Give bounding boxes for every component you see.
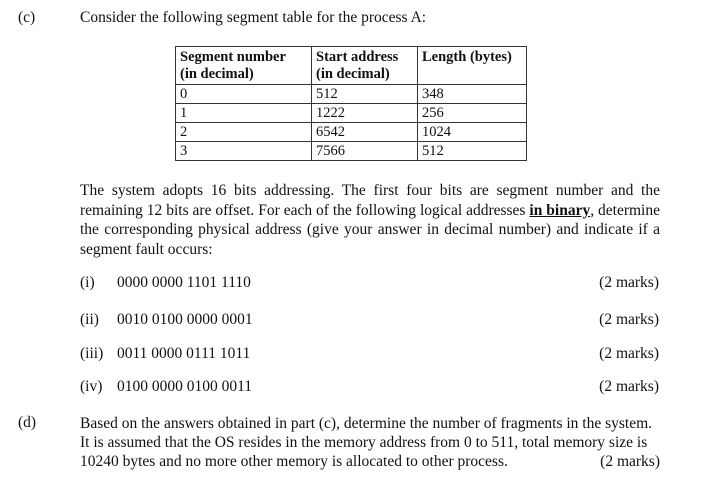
cell-segment: 0 [176,85,312,104]
item-address: 0010 0100 0000 0001 [117,311,253,328]
header-length: Length (bytes) [418,47,527,85]
cell-length: 1024 [418,123,527,142]
item-marks: (2 marks) [599,345,659,362]
item-number: (ii) [80,311,99,328]
segment-table [175,46,527,161]
cell-segment: 3 [176,142,312,161]
part-c-intro: Consider the following segment table for the process A: [80,9,427,26]
header-start-address: Start address (in decimal) [312,47,418,85]
item-marks: (2 marks) [599,378,659,395]
item-marks: (2 marks) [599,274,659,291]
part-d-line-3: 10240 bytes and no more other memory is allocated to other process. [80,453,508,470]
part-d-marks: (2 marks) [600,453,660,470]
item-marks: (2 marks) [599,311,659,328]
header-segment-number: Segment number (in decimal) [176,47,312,85]
cell-length: 348 [418,85,527,104]
cell-segment: 1 [176,104,312,123]
cell-length: 512 [418,142,527,161]
table-row [176,85,527,104]
cell-start: 6542 [312,123,418,142]
table-row [176,104,527,123]
part-d-line-2: It is assumed that the OS resides in the memory address from 0 to 511, total memory size is [80,434,648,451]
table-row [176,142,527,161]
item-number: (iii) [80,345,104,362]
item-address: 0100 0000 0100 0011 [117,378,253,395]
cell-length: 256 [418,104,527,123]
part-d-label: (d) [18,414,37,431]
cell-start: 7566 [312,142,418,161]
item-number: (iv) [80,378,103,395]
item-address: 0000 0000 1101 1110 [117,274,251,291]
emphasis-in-binary: in binary [529,201,591,219]
cell-start: 1222 [312,104,418,123]
cell-segment: 2 [176,123,312,142]
cell-start: 512 [312,85,418,104]
question-paragraph: The system adopts 16 bits addressing. The first four bits are segment number and the remaining 12 bits are offset. For each of the following logical addresses in binary, determine the corresponding physical address (give your answer in decimal number) and indicate if a segment fault occurs: [80,182,660,258]
part-d-line-1: Based on the answers obtained in part (c), determine the number of fragments in the system. [80,415,653,432]
item-address: 0011 0000 0111 1011 [117,345,251,362]
table-row [176,123,527,142]
table-header-row [176,47,527,85]
part-c-label: (c) [18,9,36,26]
item-number: (i) [80,274,95,291]
